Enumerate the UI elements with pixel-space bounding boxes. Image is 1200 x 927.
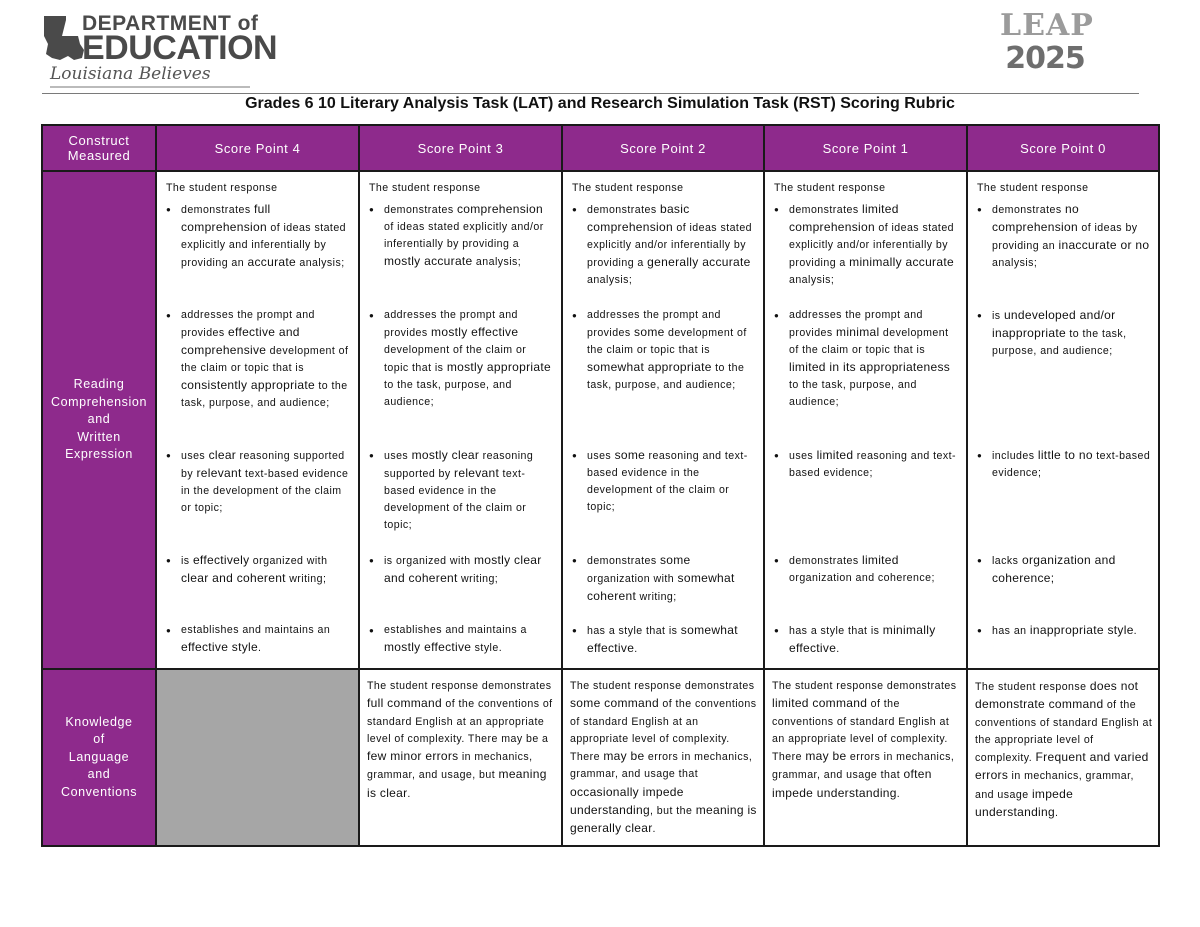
rubric-text: is xyxy=(181,555,193,567)
construct-label-line: Language xyxy=(68,749,130,764)
rubric-text: analysis; xyxy=(295,257,345,269)
department-of-education-logo xyxy=(42,12,282,86)
criteria-bullet xyxy=(774,447,959,552)
rubric-text: to the task, purpose, and audience; xyxy=(587,362,745,391)
rubric-text: lacks xyxy=(992,555,1019,567)
rubric-text: demonstrates xyxy=(789,204,862,216)
criteria-list xyxy=(369,201,554,656)
reading-score-0-cell xyxy=(967,171,1159,669)
emphasized-text: effectively xyxy=(192,553,250,567)
emphasized-text: mostly appropriate xyxy=(446,360,551,374)
rubric-text: errors in mechanics, grammar, and usage that xyxy=(570,751,753,781)
criteria-bullet xyxy=(977,447,1151,552)
emphasized-text: mostly clear xyxy=(411,448,480,462)
emphasized-text: clear and coherent xyxy=(181,571,286,585)
rubric-text: addresses the prompt and provides xyxy=(587,309,721,339)
scoring-rubric-table xyxy=(41,124,1160,847)
rubric-text: organization and coherence; xyxy=(789,572,935,584)
rubric-text: . xyxy=(257,642,262,654)
rubric-text: addresses the prompt and provides xyxy=(384,309,518,339)
rubric-text: includes xyxy=(992,450,1038,462)
rubric-text: The student response demonstrates xyxy=(772,680,957,692)
column-header-score-4: Score Point 4 xyxy=(156,125,359,171)
emphasized-text: mostly effective xyxy=(431,325,519,339)
emphasized-text: undeveloped and/or inappropriate xyxy=(992,308,1116,340)
rubric-text: The student response demonstrates xyxy=(367,680,552,692)
emphasized-text: generally accurate xyxy=(647,255,751,269)
rubric-text: writing; xyxy=(285,573,327,585)
emphasized-text: consistently appropriate xyxy=(181,378,315,392)
emphasized-text: effective style xyxy=(181,640,258,654)
emphasized-text: inaccurate or no xyxy=(1058,238,1150,252)
construct-label-line: Reading xyxy=(73,377,125,392)
emphasized-text: some xyxy=(659,553,691,567)
emphasized-text: limited command xyxy=(772,696,868,711)
emphasized-text: somewhat appropriate xyxy=(587,360,712,374)
emphasized-text: relevant xyxy=(196,466,242,480)
column-header-score-2: Score Point 2 xyxy=(562,125,764,171)
rubric-text: writing; xyxy=(457,573,499,585)
rubric-text: uses xyxy=(181,450,209,462)
rubric-row-language xyxy=(42,669,1159,846)
column-header-score-3: Score Point 3 xyxy=(359,125,562,171)
emphasized-text: some xyxy=(614,448,646,462)
rubric-text: reasoning supported by xyxy=(181,450,345,480)
emphasized-text: mostly clear and coherent xyxy=(384,553,542,585)
emphasized-text: no comprehension xyxy=(992,202,1079,234)
criteria-list xyxy=(572,201,756,656)
rubric-text: writing; xyxy=(636,591,677,603)
criteria-bullet xyxy=(572,201,756,307)
emphasized-text: little to no xyxy=(1037,448,1093,462)
emphasized-text: impede understanding xyxy=(975,786,1074,820)
rubric-text: of the conventions of standard English at the appropriate level of complexity. xyxy=(975,699,1153,765)
construct-label-line: Written xyxy=(77,429,121,444)
rubric-text: . xyxy=(896,787,901,800)
rubric-text: style. xyxy=(471,642,503,654)
logo-underline xyxy=(50,86,250,88)
language-score-0-cell xyxy=(967,669,1159,846)
rubric-text: of the conventions of standard English at an appropriate level of complexity. There xyxy=(570,698,757,764)
emphasized-text: does not demonstrate command xyxy=(975,679,1139,712)
rubric-text: addresses the prompt and provides xyxy=(789,309,923,339)
reading-score-2-cell xyxy=(562,171,764,669)
rubric-text: has a style that is xyxy=(789,625,883,637)
criteria-bullet xyxy=(977,201,1151,307)
emphasized-text: accurate xyxy=(247,255,296,269)
criteria-bullet xyxy=(774,622,959,656)
emphasized-text: basic comprehension xyxy=(587,202,690,234)
construct-label-line: Comprehension xyxy=(50,394,148,409)
rubric-text: . xyxy=(836,643,840,655)
criteria-bullet xyxy=(166,307,351,447)
emphasized-text: somewhat effective xyxy=(587,623,738,655)
leap-logo-word: LEAP xyxy=(1000,8,1094,43)
rubric-text: reasoning and text-based evidence in the development of the claim or topic; xyxy=(587,450,748,513)
criteria-bullet xyxy=(977,552,1151,622)
criteria-bullet xyxy=(369,201,554,307)
rubric-text: of ideas stated explicitly and inferentially by providing an xyxy=(181,222,347,269)
emphasized-text: relevant xyxy=(454,466,500,480)
rubric-text: demonstrates xyxy=(587,204,660,216)
rubric-text: demonstrates xyxy=(587,555,660,567)
rubric-text: reasoning supported by xyxy=(384,450,534,480)
language-score-1-cell xyxy=(764,669,967,846)
criteria-list xyxy=(977,201,1151,656)
cell-intro-text: The student response xyxy=(166,182,278,194)
column-header-score-0: Score Point 0 xyxy=(967,125,1159,171)
rubric-text: development of the claim or topic that is xyxy=(181,345,349,374)
rubric-text: uses xyxy=(587,450,615,462)
leap-2025-logo xyxy=(1000,8,1094,82)
emphasized-text: effective and comprehensive xyxy=(181,325,300,357)
language-score-4-empty-cell xyxy=(156,669,359,846)
rubric-text: , but the xyxy=(649,805,696,818)
rubric-text: uses xyxy=(384,450,412,462)
rubric-text: to the task, purpose, and audience; xyxy=(992,328,1127,357)
cell-intro-text: The student response xyxy=(977,182,1089,194)
rubric-text: to the task, purpose, and audience; xyxy=(789,379,917,408)
emphasized-text: comprehension xyxy=(456,202,543,216)
emphasized-text: meaning is generally clear xyxy=(570,803,757,836)
rubric-text: development of the claim or topic that is xyxy=(587,327,747,356)
criteria-bullet xyxy=(977,307,1151,447)
emphasized-text: some command xyxy=(570,696,659,711)
criteria-bullet xyxy=(369,307,554,447)
emphasized-text: mostly effective xyxy=(384,640,472,654)
cell-intro-text: The student response xyxy=(369,182,481,194)
cell-intro-text: The student response xyxy=(774,182,886,194)
rubric-text: demonstrates xyxy=(181,204,254,216)
cell-intro-text: The student response xyxy=(572,182,684,194)
emphasized-text: limited comprehension xyxy=(789,202,899,234)
emphasized-text: limited xyxy=(861,553,899,567)
rubric-text: uses xyxy=(789,450,817,462)
logo-education-text: EDUCATION xyxy=(82,29,278,67)
rubric-text: text-based evidence in the development of the claim or topic; xyxy=(384,468,527,531)
emphasized-text: few minor errors xyxy=(367,749,459,764)
reading-score-3-cell xyxy=(359,171,562,669)
rubric-text: development of the claim or topic that is xyxy=(384,344,527,374)
rubric-text: addresses the prompt and provides xyxy=(181,309,315,339)
criteria-bullet xyxy=(369,552,554,622)
emphasized-text: organization and coherence; xyxy=(992,553,1116,585)
rubric-text: of ideas stated explicitly and/or inferentially by providing a xyxy=(384,221,544,250)
logo-department-text: DEPARTMENT of xyxy=(82,12,259,35)
rubric-text: text-based evidence; xyxy=(992,450,1151,479)
rubric-text: to the task, purpose, and audience; xyxy=(384,379,512,408)
criteria-bullet xyxy=(774,552,959,622)
rubric-text: in mechanics, grammar, and usage xyxy=(975,770,1134,801)
construct-reading-comprehension xyxy=(42,171,156,669)
language-score-3-cell xyxy=(359,669,562,846)
criteria-bullet xyxy=(166,201,351,307)
column-header-score-1: Score Point 1 xyxy=(764,125,967,171)
rubric-text: organized with xyxy=(249,555,328,567)
emphasized-text: may be xyxy=(805,749,847,764)
emphasized-text: some xyxy=(634,325,665,339)
criteria-bullet xyxy=(166,622,351,656)
louisiana-state-icon xyxy=(42,14,86,62)
emphasized-text: Frequent and varied errors xyxy=(975,750,1149,783)
criteria-bullet xyxy=(774,307,959,447)
rubric-text: organization with xyxy=(587,573,678,585)
criteria-bullet xyxy=(977,622,1151,656)
emphasized-text: full command xyxy=(367,696,442,711)
rubric-text: . xyxy=(652,823,656,836)
emphasized-text: may be xyxy=(603,749,645,764)
rubric-text: establishes and maintains a xyxy=(384,624,527,636)
construct-label-line: Expression xyxy=(65,447,133,462)
emphasized-text: limited xyxy=(816,448,854,462)
language-score-2-cell xyxy=(562,669,764,846)
rubric-text: demonstrates xyxy=(789,555,862,567)
construct-label-line: Conventions xyxy=(60,784,138,799)
rubric-text: . xyxy=(407,787,411,800)
rubric-text: . xyxy=(1054,807,1059,820)
construct-label-line: and xyxy=(87,412,111,427)
emphasized-text: inappropriate style xyxy=(1029,623,1134,637)
construct-knowledge-of-language xyxy=(42,669,156,846)
rubric-text: The student response demonstrates xyxy=(570,680,755,692)
criteria-bullet xyxy=(166,447,351,552)
rubric-text: is organized with xyxy=(384,555,474,567)
emphasized-text: often impede understanding xyxy=(772,767,932,800)
reading-score-4-cell xyxy=(156,171,359,669)
criteria-bullet xyxy=(572,307,756,447)
emphasized-text: mostly accurate xyxy=(384,254,473,268)
rubric-text: demonstrates xyxy=(992,204,1065,216)
rubric-text: establishes and maintains an xyxy=(181,624,331,636)
emphasized-text: somewhat coherent xyxy=(587,571,735,603)
criteria-bullet xyxy=(572,447,756,552)
rubric-text: of ideas stated explicitly and/or inferentially by providing a xyxy=(587,222,753,269)
criteria-bullet xyxy=(774,201,959,307)
rubric-text: in mechanics, grammar, and usage, but xyxy=(367,751,533,782)
rubric-text: to the task, purpose, and audience; xyxy=(181,380,348,409)
logo-tagline: Louisiana Believes xyxy=(50,64,211,84)
criteria-list xyxy=(166,201,351,656)
rubric-text: has an xyxy=(992,625,1030,637)
rubric-text: of the conventions of standard English at an appropriate level of complexity. There xyxy=(772,698,950,764)
rubric-text: analysis; xyxy=(587,274,633,286)
leap-logo-year: 2025 xyxy=(1005,41,1085,76)
construct-label-line: and xyxy=(87,767,111,782)
rubric-text: analysis; xyxy=(789,274,835,286)
emphasized-text: minimally accurate xyxy=(849,255,954,269)
criteria-list xyxy=(774,201,959,656)
criteria-bullet xyxy=(572,622,756,656)
rubric-header-row xyxy=(42,125,1159,171)
page-title: Grades 6 10 Literary Analysis Task (LAT) and Research Simulation Task (RST) Scoring Rubric xyxy=(245,95,955,112)
rubric-text: . xyxy=(1133,625,1138,637)
rubric-text: errors in mechanics, grammar, and usage that xyxy=(772,751,955,782)
emphasized-text: minimally effective xyxy=(789,623,936,655)
emphasized-text: meaning is clear xyxy=(367,767,547,800)
rubric-text: . xyxy=(634,643,638,655)
rubric-text: The student response xyxy=(975,681,1090,693)
construct-label-line: Knowledge xyxy=(65,714,133,729)
rubric-text: reasoning and text-based evidence; xyxy=(789,450,956,479)
emphasized-text: occasionally impede understanding xyxy=(570,784,684,818)
criteria-bullet xyxy=(369,622,554,656)
criteria-bullet xyxy=(369,447,554,552)
criteria-bullet xyxy=(572,552,756,622)
rubric-text: of the conventions of standard English at an appropriate level of complexity. There may be a xyxy=(367,698,553,745)
reading-score-1-cell xyxy=(764,171,967,669)
emphasized-text: limited in its appropriateness xyxy=(789,360,951,374)
rubric-text: has a style that is xyxy=(587,625,681,637)
rubric-text: analysis; xyxy=(992,257,1038,269)
column-header-construct: Construct Measured xyxy=(42,125,156,171)
rubric-text: of ideas by providing an xyxy=(992,222,1138,252)
rubric-text: text-based evidence in the development of the claim or topic; xyxy=(181,468,349,514)
emphasized-text: clear xyxy=(208,448,237,462)
rubric-row-reading xyxy=(42,171,1159,669)
emphasized-text: minimal xyxy=(836,325,880,339)
header-divider xyxy=(42,93,1139,94)
rubric-text: analysis; xyxy=(472,256,522,268)
emphasized-text: full comprehension xyxy=(181,202,271,234)
rubric-text: of ideas stated explicitly and/or inferentially by providing a xyxy=(789,222,955,269)
rubric-text: development of the claim or topic that is xyxy=(789,327,949,356)
rubric-text: demonstrates xyxy=(384,204,457,216)
construct-label-line: of xyxy=(93,732,105,747)
criteria-bullet xyxy=(166,552,351,622)
rubric-text: is xyxy=(992,310,1004,322)
